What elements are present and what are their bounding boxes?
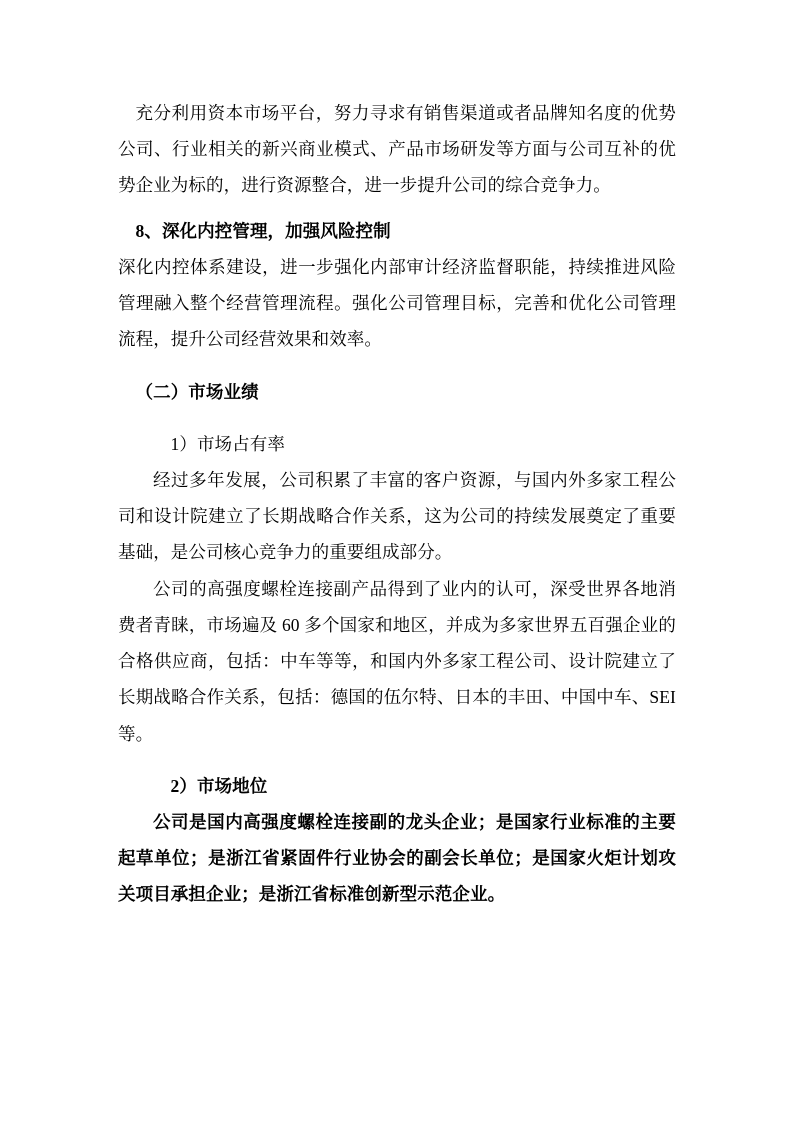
- paragraph-capital-market-platform: 充分利用资本市场平台，努力寻求有销售渠道或者品牌知名度的优势公司、行业相关的新兴商业模式、产品市场研发等方面与公司互补的优势企业为标的，进行资源整合，进一步提升公司的综合竞争力。: [118, 103, 676, 196]
- paragraph-internal-control-body: 深化内控体系建设，进一步强化内部审计经济监督职能，持续推进风险管理融入整个经营管理流程。强化公司管理目标，完善和优化公司管理流程，提升公司经营效果和效率。: [118, 256, 676, 350]
- document-body: [118, 95, 676, 913]
- heading-internal-control: 8、深化内控管理，加强风险控制: [135, 220, 391, 241]
- spacer: [118, 358, 676, 374]
- paragraph-bolt-products-recognition: 公司的高强度螺栓连接副产品得到了业内的认可，深受世界各地消费者青睐，市场遍及 60 多个国家和地区，并成为多家世界五百强企业的合格供应商，包括：中车等等，和国内外多家工程公司、设计院建立了长期战略合作关系，包括：德国的伍尔特、日本的丰田、中国中车、SEI 等。: [118, 578, 676, 744]
- subheading-market-share: 1）市场占有率: [170, 433, 285, 454]
- spacer: [118, 410, 676, 426]
- spacer: [118, 204, 676, 213]
- paragraph-market-position-body: 公司是国内高强度螺栓连接副的龙头企业；是国家行业标准的主要起草单位；是浙江省紧固件行业协会的副会长单位；是国家火炬计划攻关项目承担企业；是浙江省标准创新型示范企业。: [118, 811, 676, 905]
- paragraph-customer-resources: 经过多年发展，公司积累了丰富的客户资源，与国内外多家工程公司和设计院建立了长期战略合作关系，这为公司的持续发展奠定了重要基础，是公司核心竞争力的重要组成部分。: [118, 469, 676, 563]
- spacer: [118, 752, 676, 768]
- section-heading-market-performance: （二）市场业绩: [135, 381, 259, 402]
- subheading-market-position: 2）市场地位: [170, 775, 268, 796]
